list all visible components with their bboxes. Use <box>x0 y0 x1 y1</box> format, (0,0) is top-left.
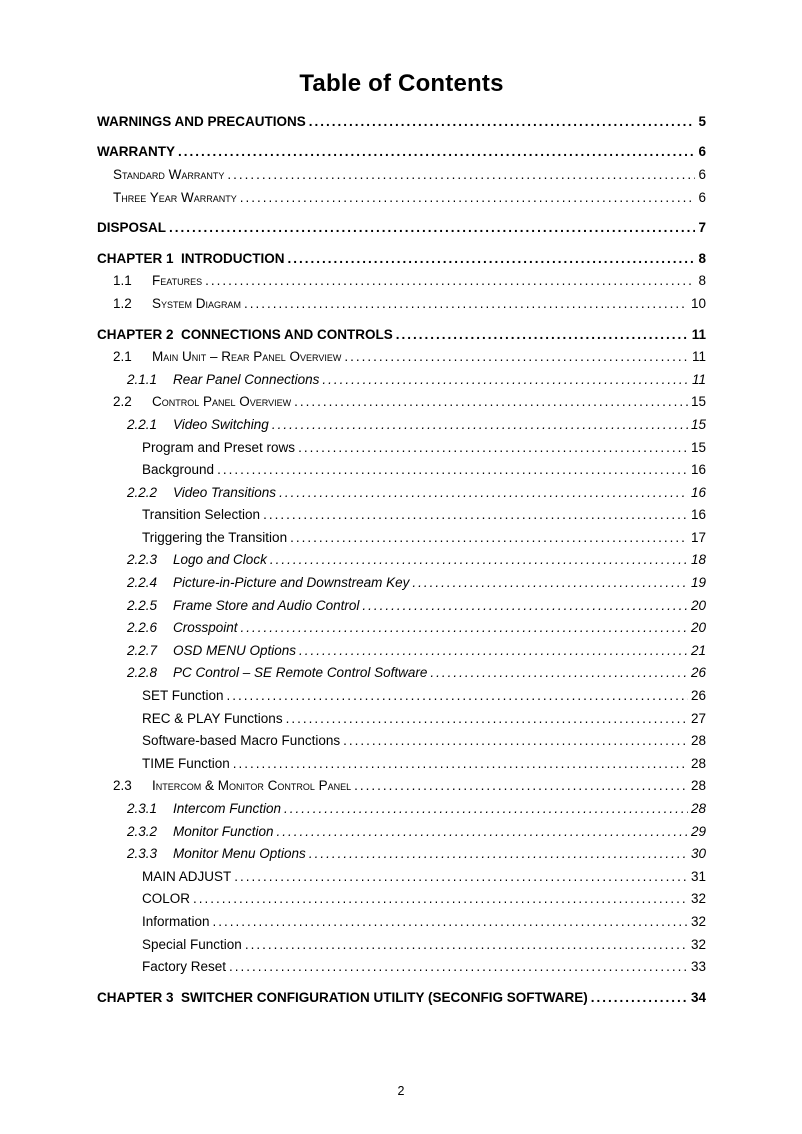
entry-page: 8 <box>698 273 706 289</box>
leader-dots <box>169 219 695 236</box>
entry-label: Features <box>152 273 203 289</box>
entry-label: Three Year Warranty <box>113 189 237 205</box>
leader-dots <box>263 506 688 523</box>
leader-dots <box>240 189 696 206</box>
leader-dots <box>205 272 695 289</box>
leader-dots <box>430 664 688 681</box>
entry-number: 2.2.5 <box>127 597 158 613</box>
entry-page: 30 <box>690 846 706 862</box>
leader-dots <box>288 250 696 267</box>
leader-dots <box>309 845 688 862</box>
entry-label: MAIN ADJUST <box>142 868 232 884</box>
toc-row <box>97 247 706 270</box>
toc-row <box>97 323 706 346</box>
entry-number: 2.3.2 <box>127 823 158 839</box>
toc-row <box>97 216 706 239</box>
entry-page: 6 <box>698 189 706 205</box>
toc-row <box>97 955 706 978</box>
toc-row <box>97 571 706 594</box>
entry-label: WARNINGS AND PRECAUTIONS <box>97 113 306 129</box>
entry-number: 2.2.2 <box>127 484 158 500</box>
leader-dots <box>298 439 688 456</box>
toc-row <box>97 616 706 639</box>
leader-dots <box>227 166 695 183</box>
entry-label: Intercom & Monitor Control Panel <box>152 778 352 794</box>
entry-label: Program and Preset rows <box>142 439 296 455</box>
toc-row <box>97 526 706 549</box>
toc-row <box>97 986 706 1009</box>
entry-page: 26 <box>690 665 706 681</box>
leader-dots <box>286 710 688 727</box>
leader-dots <box>277 823 688 840</box>
leader-dots <box>227 687 688 704</box>
entry-page: 16 <box>690 484 706 500</box>
entry-label: OSD MENU Options <box>173 642 297 658</box>
entry-label: Picture-in-Picture and Downstream Key <box>173 575 410 591</box>
entry-number: 2.2.6 <box>127 620 158 636</box>
leader-dots <box>244 295 688 312</box>
entry-page: 18 <box>690 552 706 568</box>
entry-label: TIME Function <box>142 755 230 771</box>
leader-dots <box>344 348 689 365</box>
entry-page: 28 <box>690 733 706 749</box>
entry-page: 10 <box>690 295 706 311</box>
toc-row <box>97 775 706 798</box>
toc-row <box>97 141 706 164</box>
toc-row <box>97 292 706 315</box>
entry-number: 2.2.3 <box>127 552 158 568</box>
entry-label: Frame Store and Audio Control <box>173 597 360 613</box>
toc-row <box>97 436 706 459</box>
entry-number: 2.3.3 <box>127 846 158 862</box>
entry-page: 32 <box>690 913 706 929</box>
entry-number: CHAPTER 3 <box>97 989 174 1005</box>
entry-page: 28 <box>690 801 706 817</box>
entry-label: Logo and Clock <box>173 552 267 568</box>
leader-dots <box>299 642 688 659</box>
entry-label: Monitor Function <box>173 823 274 839</box>
entry-label: Transition Selection <box>142 507 261 523</box>
toc-row <box>97 933 706 956</box>
toc-row <box>97 270 706 293</box>
toc-row <box>97 391 706 414</box>
entry-page: 27 <box>690 710 706 726</box>
entry-number: 2.3 <box>113 778 132 794</box>
entry-page: 28 <box>690 778 706 794</box>
entry-number: 2.1 <box>113 349 132 365</box>
entry-page: 11 <box>691 349 706 365</box>
toc-row <box>97 458 706 481</box>
entry-page: 28 <box>690 755 706 771</box>
entry-page: 5 <box>698 113 706 129</box>
leader-dots <box>412 574 688 591</box>
entry-page: 21 <box>690 642 706 658</box>
leader-dots <box>290 529 688 546</box>
toc-row <box>97 910 706 933</box>
entry-label: INTRODUCTION <box>181 250 285 266</box>
entry-number: 2.2.7 <box>127 642 158 658</box>
toc-row <box>97 413 706 436</box>
entry-label: PC Control – SE Remote Control Software <box>173 665 428 681</box>
entry-page: 29 <box>690 823 706 839</box>
leader-dots <box>309 113 696 130</box>
entry-number: 2.2.4 <box>127 575 158 591</box>
leader-dots <box>362 597 688 614</box>
entry-page: 15 <box>690 394 706 410</box>
toc-row <box>97 594 706 617</box>
leader-dots <box>294 393 688 410</box>
leader-dots <box>279 484 688 501</box>
entry-page: 20 <box>690 620 706 636</box>
leader-dots <box>270 551 688 568</box>
entry-page: 31 <box>690 868 706 884</box>
entry-label: Software-based Macro Functions <box>142 733 341 749</box>
entry-label: COLOR <box>142 891 191 907</box>
toc-row <box>97 639 706 662</box>
entry-number: CHAPTER 1 <box>97 250 174 266</box>
toc-row <box>97 888 706 911</box>
leader-dots <box>322 371 689 388</box>
entry-page: 6 <box>698 144 706 160</box>
entry-number: 2.2.1 <box>127 416 158 432</box>
entry-number: 2.1.1 <box>127 371 158 387</box>
entry-number: 2.2.8 <box>127 665 158 681</box>
toc-list <box>97 110 706 1009</box>
entry-label: Control Panel Overview <box>152 394 292 410</box>
entry-label: Rear Panel Connections <box>173 371 320 387</box>
entry-page: 32 <box>690 936 706 952</box>
entry-label: Video Switching <box>173 416 269 432</box>
entry-page: 16 <box>690 507 706 523</box>
entry-page: 11 <box>691 371 706 387</box>
entry-label: WARRANTY <box>97 144 175 160</box>
entry-number: 1.2 <box>113 295 132 311</box>
toc-row <box>97 842 706 865</box>
entry-label: Crosspoint <box>173 620 238 636</box>
toc-row <box>97 684 706 707</box>
entry-page: 17 <box>690 529 706 545</box>
entry-label: CONNECTIONS AND CONTROLS <box>181 326 393 342</box>
entry-label: Special Function <box>142 936 242 952</box>
toc-row <box>97 345 706 368</box>
entry-page: 33 <box>690 959 706 975</box>
toc-row <box>97 110 706 133</box>
entry-label: SET Function <box>142 688 224 704</box>
leader-dots <box>233 755 688 772</box>
entry-label: Factory Reset <box>142 959 227 975</box>
leader-dots <box>241 619 688 636</box>
toc-row <box>97 820 706 843</box>
entry-page: 34 <box>690 989 706 1005</box>
entry-label: SWITCHER CONFIGURATION UTILITY (SECONFIG SOFTWARE) <box>181 989 588 1005</box>
entry-label: Intercom Function <box>173 801 282 817</box>
entry-label: Main Unit – Rear Panel Overview <box>152 349 342 365</box>
leader-dots <box>234 868 688 885</box>
page-title: Table of Contents <box>299 70 504 97</box>
toc-row <box>97 504 706 527</box>
leader-dots <box>343 732 688 749</box>
leader-dots <box>272 416 688 433</box>
entry-page: 8 <box>698 250 706 266</box>
leader-dots <box>245 936 688 953</box>
toc-row <box>97 186 706 209</box>
leader-dots <box>193 890 688 907</box>
entry-page: 32 <box>690 891 706 907</box>
entry-label: Background <box>142 462 215 478</box>
toc-row <box>97 481 706 504</box>
entry-page: 16 <box>690 462 706 478</box>
leader-dots <box>217 461 688 478</box>
entry-page: 15 <box>690 416 706 432</box>
footer-page-number: 2 <box>397 1084 405 1098</box>
leader-dots <box>178 143 695 160</box>
leader-dots <box>354 777 688 794</box>
entry-label: REC & PLAY Functions <box>142 710 283 726</box>
toc-row <box>97 549 706 572</box>
toc-row <box>97 707 706 730</box>
entry-label: Video Transitions <box>173 484 277 500</box>
entry-page: 11 <box>691 326 706 342</box>
entry-label: System Diagram <box>152 295 242 311</box>
entry-page: 19 <box>690 575 706 591</box>
entry-page: 15 <box>690 439 706 455</box>
leader-dots <box>229 958 688 975</box>
leader-dots <box>396 326 689 343</box>
entry-page: 26 <box>690 688 706 704</box>
leader-dots <box>591 989 688 1006</box>
entry-label: Standard Warranty <box>113 166 225 182</box>
toc-row <box>97 368 706 391</box>
entry-label: DISPOSAL <box>97 220 167 236</box>
toc-row <box>97 163 706 186</box>
entry-label: Information <box>142 913 210 929</box>
toc-row <box>97 797 706 820</box>
entry-page: 20 <box>690 597 706 613</box>
leader-dots <box>284 800 688 817</box>
toc-row <box>97 752 706 775</box>
entry-number: 2.2 <box>113 394 132 410</box>
entry-page: 6 <box>698 166 706 182</box>
toc-row <box>97 865 706 888</box>
entry-number: 2.3.1 <box>127 801 158 817</box>
leader-dots <box>213 913 688 930</box>
entry-label: Monitor Menu Options <box>173 846 306 862</box>
toc-row <box>97 729 706 752</box>
toc-row <box>97 662 706 685</box>
entry-page: 7 <box>698 220 706 236</box>
entry-label: Triggering the Transition <box>142 529 288 545</box>
entry-number: CHAPTER 2 <box>97 326 174 342</box>
entry-number: 1.1 <box>113 273 132 289</box>
